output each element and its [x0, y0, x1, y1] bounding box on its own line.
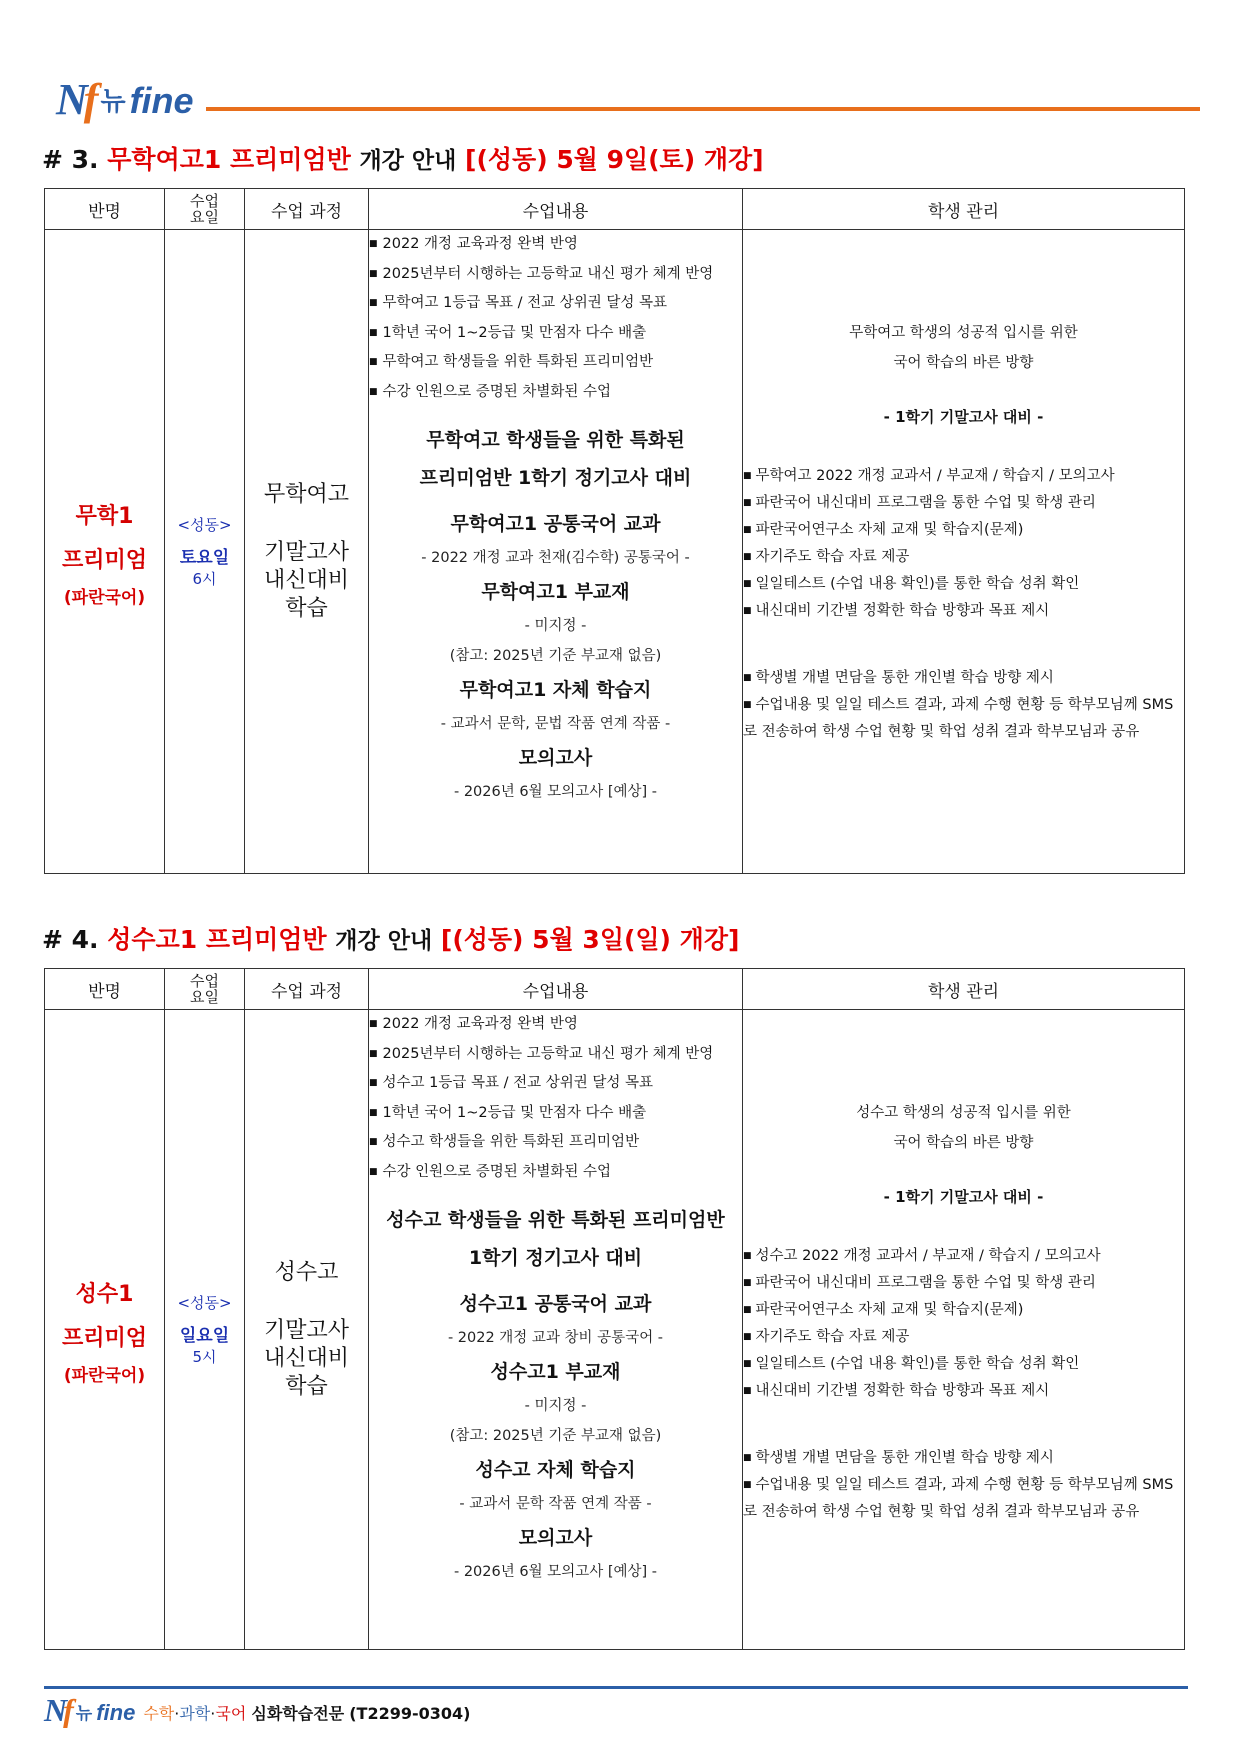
list-item: ■ 2025년부터 시행하는 고등학교 내신 평가 체계 반영 [369, 260, 742, 290]
list-item: ■ 내신대비 기간별 정확한 학습 방향과 목표 제시 [743, 598, 1184, 625]
textbook-title: 무학여고1 공통국어 교과 [450, 513, 661, 535]
management-bullets [743, 463, 1184, 625]
management-cell [743, 1010, 1185, 1650]
content-heading: 성수고 학생들을 위한 특화된 프리미엄반 [386, 1209, 725, 1231]
subbook-desc: - 미지정 - [524, 1398, 587, 1414]
list-item: ■ 성수고 2022 개정 교과서 / 부교재 / 학습지 / 모의고사 [743, 1243, 1184, 1270]
content-heading: 무학여고 학생들을 위한 특화된 [426, 429, 685, 451]
list-item: ■ 1학년 국어 1~2등급 및 만점자 다수 배출 [369, 1099, 742, 1129]
textbook-desc: - 2022 개정 교과 창비 공통국어 - [447, 1330, 664, 1346]
subbook-title: 성수고1 부교재 [490, 1361, 621, 1383]
brand-logo [56, 62, 194, 122]
mock-desc: - 2026년 6월 모의고사 [예상] - [453, 1564, 657, 1580]
section-table-3 [44, 188, 1185, 874]
list-item: ■ 파란국어 내신대비 프로그램을 통한 수업 및 학생 관리 [743, 490, 1184, 517]
list-item: ■ 파란국어연구소 자체 교재 및 학습지(문제) [743, 1297, 1184, 1324]
list-item: ■ 2025년부터 시행하는 고등학교 내신 평가 체계 반영 [369, 1040, 742, 1070]
list-item: ■ 파란국어연구소 자체 교재 및 학습지(문제) [743, 517, 1184, 544]
header-day: 수업 요일 [165, 969, 245, 1010]
header-course: 수업 과정 [245, 189, 369, 230]
section-title-3: # 3. 무학여고1 프리미엄반 개강 안내 [(성동) 5월 9일(토) 개강] [42, 145, 764, 174]
subbook-note: (참고: 2025년 기준 부교재 없음) [449, 1428, 662, 1444]
textbook-title: 성수고1 공통국어 교과 [459, 1293, 652, 1315]
footer-divider [44, 1686, 1188, 1689]
management-intro: 국어 학습의 바른 방향 [893, 1135, 1034, 1151]
header-day: 수업 요일 [165, 189, 245, 230]
class-cell: 성수1 프리미엄 (파란국어) [45, 1010, 165, 1650]
subbook-note: (참고: 2025년 기준 부교재 없음) [449, 648, 662, 664]
content-heading: 프리미엄반 1학기 정기고사 대비 [419, 467, 692, 489]
management-bullets-2 [743, 665, 1184, 746]
list-item: ■ 자기주도 학습 자료 제공 [743, 544, 1184, 571]
mock-title: 모의고사 [518, 1527, 593, 1549]
subbook-desc: - 미지정 - [524, 618, 587, 634]
list-item: ■ 무학여고 1등급 목표 / 전교 상위권 달성 목표 [369, 289, 742, 319]
table-header-row [45, 189, 1185, 230]
mock-title: 모의고사 [518, 747, 593, 769]
page-header [56, 62, 1200, 122]
section-table-4 [44, 968, 1185, 1650]
textbook-desc: - 2022 개정 교과 천재(김수학) 공통국어 - [421, 550, 690, 566]
content-cell [369, 230, 743, 874]
management-intro: 무학여고 학생의 성공적 입시를 위한 [849, 325, 1078, 341]
list-item: ■ 학생별 개별 면담을 통한 개인별 학습 방향 제시 [743, 1445, 1184, 1472]
header-content: 수업내용 [369, 969, 743, 1010]
worksheet-desc: - 교과서 문학, 문법 작품 연계 작품 - [440, 716, 671, 732]
header-management: 학생 관리 [743, 189, 1185, 230]
header-course: 수업 과정 [245, 969, 369, 1010]
course-cell: 무학여고 기말고사 내신대비 학습 [245, 230, 369, 874]
day-cell: <성동> 토요일 6시 [165, 230, 245, 874]
day-cell: <성동> 일요일 5시 [165, 1010, 245, 1650]
management-intro: 국어 학습의 바른 방향 [893, 355, 1034, 371]
list-item: ■ 일일테스트 (수업 내용 확인)를 통한 학습 성취 확인 [743, 1351, 1184, 1378]
header-content: 수업내용 [369, 189, 743, 230]
worksheet-desc: - 교과서 문학 작품 연계 작품 - [459, 1496, 652, 1512]
footer-logo: Nf 뉴 fine 수학·과학·국어 심화학습전문 (T2299-0304) [44, 1692, 471, 1728]
logo-korean: 뉴 [100, 87, 126, 117]
list-item: ■ 수강 인원으로 증명된 차별화된 수업 [369, 1158, 742, 1188]
page-footer [44, 1686, 1188, 1736]
content-bullets [369, 1010, 742, 1187]
list-item: ■ 수강 인원으로 증명된 차별화된 수업 [369, 378, 742, 408]
mock-desc: - 2026년 6월 모의고사 [예상] - [453, 784, 657, 800]
management-subtitle: - 1학기 기말고사 대비 - [883, 408, 1044, 426]
list-item: ■ 학생별 개별 면담을 통한 개인별 학습 방향 제시 [743, 665, 1184, 692]
list-item: ■ 2022 개정 교육과정 완벽 반영 [369, 230, 742, 260]
course-cell: 성수고 기말고사 내신대비 학습 [245, 1010, 369, 1650]
class-cell: 무학1 프리미엄 (파란국어) [45, 230, 165, 874]
worksheet-title: 성수고 자체 학습지 [475, 1459, 636, 1481]
list-item: ■ 수업내용 및 일일 테스트 결과, 과제 수행 현황 등 학부모님께 SMS로 전송하여 학생 수업 현황 및 학업 성취 결과 학부모님과 공유 [743, 692, 1184, 746]
table-header-row [45, 969, 1185, 1010]
list-item: ■ 2022 개정 교육과정 완벽 반영 [369, 1010, 742, 1040]
header-management: 학생 관리 [743, 969, 1185, 1010]
list-item: ■ 1학년 국어 1~2등급 및 만점자 다수 배출 [369, 319, 742, 349]
list-item: ■ 성수고 1등급 목표 / 전교 상위권 달성 목표 [369, 1069, 742, 1099]
management-cell [743, 230, 1185, 874]
list-item: ■ 일일테스트 (수업 내용 확인)를 통한 학습 성취 확인 [743, 571, 1184, 598]
content-cell [369, 1010, 743, 1650]
header-class: 반명 [45, 969, 165, 1010]
header-divider [206, 107, 1200, 111]
list-item: ■ 파란국어 내신대비 프로그램을 통한 수업 및 학생 관리 [743, 1270, 1184, 1297]
table-row [45, 1010, 1185, 1650]
logo-mark: Nf [56, 75, 95, 124]
content-heading: 1학기 정기고사 대비 [468, 1247, 643, 1269]
subbook-title: 무학여고1 부교재 [481, 581, 630, 603]
section-title-4: # 4. 성수고1 프리미엄반 개강 안내 [(성동) 5월 3일(일) 개강] [42, 925, 740, 954]
management-bullets [743, 1243, 1184, 1405]
worksheet-title: 무학여고1 자체 학습지 [459, 679, 652, 701]
logo-english: fine [129, 80, 194, 121]
list-item: ■ 성수고 학생들을 위한 특화된 프리미엄반 [369, 1128, 742, 1158]
management-subtitle: - 1학기 기말고사 대비 - [883, 1188, 1044, 1206]
list-item: ■ 무학여고 2022 개정 교과서 / 부교재 / 학습지 / 모의고사 [743, 463, 1184, 490]
management-intro: 성수고 학생의 성공적 입시를 위한 [856, 1105, 1071, 1121]
management-bullets-2 [743, 1445, 1184, 1526]
footer-tagline: 수학·과학·국어 심화학습전문 (T2299-0304) [143, 1704, 471, 1723]
list-item: ■ 수업내용 및 일일 테스트 결과, 과제 수행 현황 등 학부모님께 SMS로 전송하여 학생 수업 현황 및 학업 성취 결과 학부모님과 공유 [743, 1472, 1184, 1526]
list-item: ■ 무학여고 학생들을 위한 특화된 프리미엄반 [369, 348, 742, 378]
table-row [45, 230, 1185, 874]
list-item: ■ 자기주도 학습 자료 제공 [743, 1324, 1184, 1351]
content-bullets [369, 230, 742, 407]
list-item: ■ 내신대비 기간별 정확한 학습 방향과 목표 제시 [743, 1378, 1184, 1405]
header-class: 반명 [45, 189, 165, 230]
